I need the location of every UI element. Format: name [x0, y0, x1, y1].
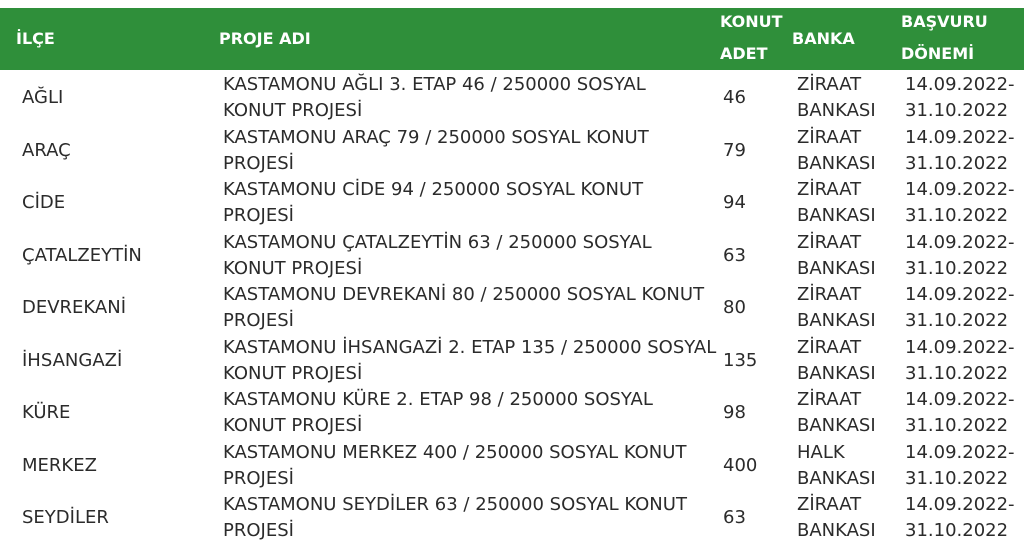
cell-ilce: İHSANGAZİ [22, 349, 123, 371]
proje-line2: PROJESİ [223, 205, 294, 226]
header-basvuru-donemi-line2: DÖNEMİ [901, 44, 975, 63]
cell-ilce: KÜRE [22, 402, 71, 423]
cell-konut-adet: 63 [723, 507, 746, 528]
donem-line2: 31.10.2022 [905, 310, 1009, 331]
cell-ilce: MERKEZ [22, 454, 97, 476]
proje-line1: KASTAMONU KÜRE 2. ETAP 98 / 250000 SOSYAL [223, 389, 653, 410]
cell-basvuru-donemi [905, 335, 1015, 387]
cell-proje-adi [223, 282, 704, 334]
header-banka: BANKA [792, 29, 855, 48]
donem-line2: 31.10.2022 [905, 152, 1009, 174]
cell-konut-adet: 400 [723, 454, 758, 476]
banka-line1: ZİRAAT [797, 179, 862, 200]
banka-line2: BANKASI [797, 100, 876, 121]
cell-basvuru-donemi [905, 72, 1015, 124]
cell-banka [797, 282, 876, 334]
proje-line1: KASTAMONU CİDE 94 / 250000 SOSYAL KONUT [223, 179, 644, 200]
proje-line2: PROJESİ [223, 152, 294, 174]
donem-line2: 31.10.2022 [905, 520, 1009, 541]
banka-line2: BANKASI [797, 415, 876, 436]
cell-proje-adi [223, 125, 649, 177]
banka-line1: HALK [797, 441, 845, 463]
cell-proje-adi [223, 335, 716, 387]
table-header [0, 8, 1024, 70]
cell-banka [797, 440, 876, 492]
donem-line2: 31.10.2022 [905, 205, 1009, 226]
proje-line2: PROJESİ [223, 467, 294, 489]
cell-proje-adi [223, 387, 653, 439]
cell-ilce: AĞLI [22, 87, 64, 108]
banka-line1: ZİRAAT [797, 494, 862, 515]
header-basvuru-donemi-line1: BAŞVURU [901, 12, 988, 31]
proje-line1: KASTAMONU MERKEZ 400 / 250000 SOSYAL KONUT [223, 441, 687, 463]
donem-line2: 31.10.2022 [905, 415, 1009, 436]
proje-line1: KASTAMONU ARAÇ 79 / 250000 SOSYAL KONUT [223, 126, 649, 148]
cell-banka [797, 230, 876, 282]
cell-proje-adi [223, 230, 652, 282]
cell-konut-adet: 98 [723, 402, 746, 423]
banka-line2: BANKASI [797, 152, 876, 174]
donem-line2: 31.10.2022 [905, 257, 1009, 279]
table-row [0, 177, 1024, 229]
cell-ilce: CİDE [22, 192, 66, 213]
cell-ilce: ARAÇ [22, 139, 71, 161]
table-row [0, 282, 1024, 334]
donem-line1: 14.09.2022- [905, 126, 1015, 148]
cell-banka [797, 125, 876, 177]
header-konut-adet-line1: KONUT [720, 12, 783, 31]
cell-proje-adi [223, 440, 686, 492]
cell-basvuru-donemi [905, 440, 1015, 492]
cell-ilce: ÇATALZEYTİN [22, 244, 142, 266]
donem-line1: 14.09.2022- [905, 284, 1015, 305]
cell-konut-adet: 63 [723, 244, 746, 266]
banka-line2: BANKASI [797, 467, 876, 489]
proje-line1: KASTAMONU AĞLI 3. ETAP 46 / 250000 SOSYAL [223, 74, 646, 95]
header-ilce: İLÇE [16, 29, 55, 48]
cell-proje-adi [223, 177, 643, 229]
banka-line2: BANKASI [797, 257, 876, 279]
cell-konut-adet: 135 [723, 349, 758, 371]
cell-basvuru-donemi [905, 282, 1015, 334]
table-row [0, 440, 1024, 492]
banka-line1: ZİRAAT [797, 336, 862, 358]
cell-ilce: DEVREKANİ [22, 297, 127, 318]
cell-basvuru-donemi [905, 387, 1015, 439]
proje-line1: KASTAMONU ÇATALZEYTİN 63 / 250000 SOSYAL [223, 231, 652, 253]
donem-line1: 14.09.2022- [905, 494, 1015, 515]
proje-line2: PROJESİ [223, 310, 294, 331]
proje-line1: KASTAMONU DEVREKANİ 80 / 250000 SOSYAL KONUT [223, 284, 705, 305]
cell-banka [797, 492, 876, 544]
proje-line1: KASTAMONU SEYDİLER 63 / 250000 SOSYAL KONUT [223, 494, 687, 515]
cell-konut-adet: 46 [723, 87, 746, 108]
banka-line1: ZİRAAT [797, 231, 862, 253]
cell-basvuru-donemi [905, 492, 1015, 544]
banka-line1: ZİRAAT [797, 74, 862, 95]
table-row [0, 492, 1024, 544]
donem-line1: 14.09.2022- [905, 389, 1015, 410]
donem-line1: 14.09.2022- [905, 179, 1015, 200]
cell-basvuru-donemi [905, 177, 1015, 229]
table-row [0, 230, 1024, 282]
proje-line2: KONUT PROJESİ [223, 415, 363, 436]
cell-konut-adet: 94 [723, 192, 746, 213]
table-row [0, 72, 1024, 124]
donem-line1: 14.09.2022- [905, 336, 1015, 358]
cell-proje-adi [223, 492, 687, 544]
cell-basvuru-donemi [905, 125, 1015, 177]
donem-line1: 14.09.2022- [905, 231, 1015, 253]
table-row [0, 125, 1024, 177]
donem-line1: 14.09.2022- [905, 441, 1015, 463]
cell-konut-adet: 80 [723, 297, 746, 318]
banka-line2: BANKASI [797, 520, 876, 541]
donem-line2: 31.10.2022 [905, 467, 1009, 489]
banka-line2: BANKASI [797, 362, 876, 384]
header-konut-adet-line2: ADET [720, 44, 768, 63]
cell-ilce: SEYDİLER [22, 507, 109, 528]
proje-line2: KONUT PROJESİ [223, 362, 363, 384]
cell-basvuru-donemi [905, 230, 1015, 282]
table-row [0, 387, 1024, 439]
cell-banka [797, 72, 876, 124]
proje-line2: KONUT PROJESİ [223, 100, 363, 121]
cell-konut-adet: 79 [723, 139, 746, 161]
header-proje-adi: PROJE ADI [219, 29, 311, 48]
proje-line1: KASTAMONU İHSANGAZİ 2. ETAP 135 / 250000 SOSYAL [223, 336, 717, 358]
donem-line2: 31.10.2022 [905, 100, 1009, 121]
cell-banka [797, 335, 876, 387]
banka-line1: ZİRAAT [797, 126, 862, 148]
donem-line1: 14.09.2022- [905, 74, 1015, 95]
table-row [0, 335, 1024, 387]
banka-line1: ZİRAAT [797, 284, 862, 305]
cell-banka [797, 387, 876, 439]
cell-banka [797, 177, 876, 229]
proje-line2: PROJESİ [223, 520, 294, 541]
cell-proje-adi [223, 72, 646, 124]
proje-line2: KONUT PROJESİ [223, 257, 363, 279]
banka-line1: ZİRAAT [797, 389, 862, 410]
banka-line2: BANKASI [797, 310, 876, 331]
banka-line2: BANKASI [797, 205, 876, 226]
donem-line2: 31.10.2022 [905, 362, 1009, 384]
